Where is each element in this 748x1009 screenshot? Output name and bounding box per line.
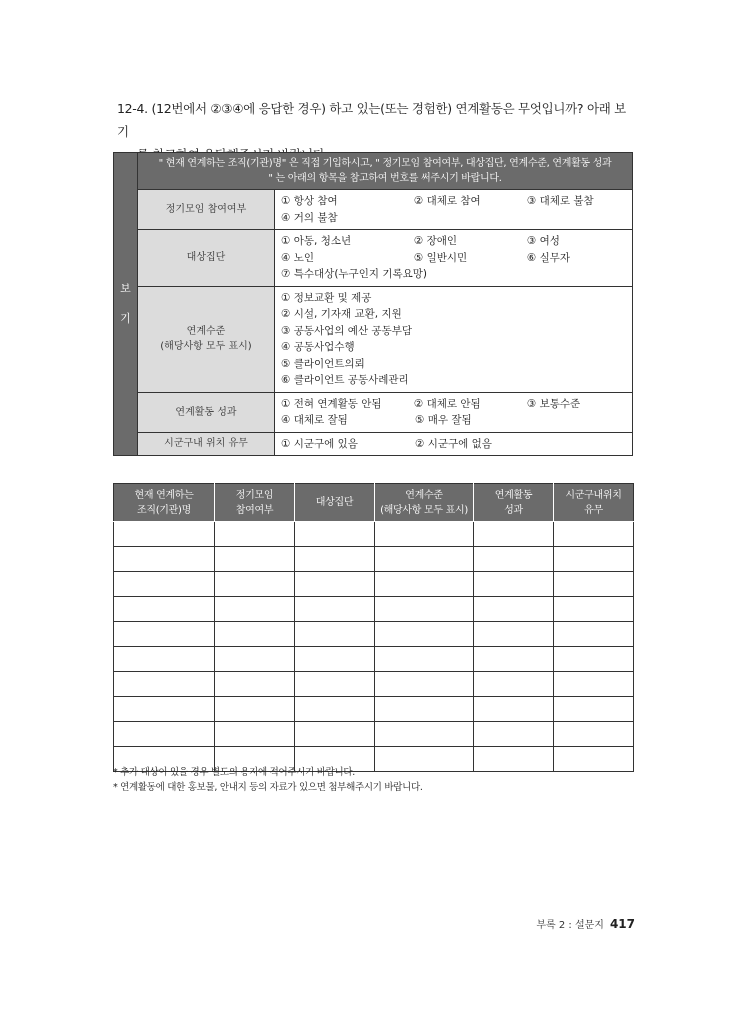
reference-side-label (114, 153, 138, 456)
answer-cell[interactable] (554, 747, 634, 772)
option: ③ 여성 (526, 235, 560, 247)
answer-cell[interactable] (114, 572, 215, 597)
option: ③ 대체로 불참 (526, 195, 594, 207)
reference-label: 시군구내 위치 유무 (138, 432, 275, 456)
reference-label (138, 286, 275, 392)
reference-label: 연계활동 성과 (138, 392, 275, 432)
reference-options (275, 230, 633, 287)
option: ③ 공동사업의 예산 공동부담 (281, 324, 412, 337)
answer-cell[interactable] (215, 547, 295, 572)
answer-cell[interactable] (215, 622, 295, 647)
reference-options (275, 392, 633, 432)
reference-box (113, 152, 633, 456)
answer-cell[interactable] (215, 672, 295, 697)
header-outcome (474, 484, 554, 522)
header-line: 연계활동 (494, 489, 533, 501)
option: ⑥ 클라이언트 공동사례관리 (281, 374, 409, 386)
reference-options (275, 190, 633, 230)
option: ④ 노인 (281, 251, 315, 264)
reference-header-line-1: " 현재 연계하는 조직(기관)명" 은 직접 기입하시고, " 정기모임 참여여부, 대상집단, 연계수준, 연계활동 성과 (158, 158, 612, 169)
answer-cell[interactable] (375, 547, 474, 572)
answer-cell[interactable] (474, 597, 554, 622)
answer-cell[interactable] (375, 697, 474, 722)
reference-row-level (114, 286, 633, 392)
answer-cell[interactable] (295, 647, 375, 672)
answer-cell[interactable] (114, 547, 215, 572)
answer-cell[interactable] (474, 722, 554, 747)
answer-cell[interactable] (375, 722, 474, 747)
answer-cell[interactable] (554, 572, 634, 597)
notes (113, 765, 423, 795)
option: ⑤ 매우 잘됨 (415, 414, 472, 426)
answer-cell[interactable] (554, 597, 634, 622)
answer-cell[interactable] (474, 572, 554, 597)
answer-cell[interactable] (474, 622, 554, 647)
answer-cell[interactable] (474, 697, 554, 722)
header-line: (해당사항 모두 표시) (380, 504, 468, 516)
answer-cell[interactable] (554, 547, 634, 572)
header-organization (114, 484, 215, 522)
side-char-2: 기 (120, 312, 131, 325)
answer-cell[interactable] (474, 547, 554, 572)
answer-cell[interactable] (215, 722, 295, 747)
answer-cell[interactable] (375, 622, 474, 647)
header-meeting (215, 484, 295, 522)
note-1: * 추가 대상이 있을 경우 별도의 용지에 적어주시기 바랍니다. (113, 767, 355, 778)
header-line: 성과 (504, 504, 523, 516)
answer-cell[interactable] (114, 522, 215, 547)
answer-cell[interactable] (114, 622, 215, 647)
question-line-1: 12-4. (12번에서 ②③④에 응답한 경우) 하고 있는(또는 경험한) 연계활동은 무엇입니까? 아래 보기 (117, 101, 626, 139)
option: ① 항상 참여 (281, 195, 338, 207)
header-line: 대상집단 (315, 497, 354, 508)
table-row (114, 647, 634, 672)
answer-cell[interactable] (295, 572, 375, 597)
answer-cell[interactable] (114, 722, 215, 747)
answer-cell[interactable] (295, 672, 375, 697)
table-row (114, 697, 634, 722)
option: ② 대체로 참여 (413, 195, 481, 207)
answer-cell[interactable] (474, 747, 554, 772)
table-row (114, 572, 634, 597)
answer-cell[interactable] (114, 672, 215, 697)
header-line: 정기모임 (235, 489, 274, 501)
option: ⑥ 실무자 (526, 251, 571, 264)
option: ④ 거의 불참 (281, 211, 338, 224)
reference-row-outcome (114, 392, 633, 432)
table-row (114, 672, 634, 697)
answer-cell[interactable] (375, 597, 474, 622)
answer-cell[interactable] (375, 672, 474, 697)
answer-cell[interactable] (295, 722, 375, 747)
answer-cell[interactable] (554, 722, 634, 747)
header-line: 조직(기관)명 (136, 504, 191, 516)
answer-cell[interactable] (114, 697, 215, 722)
header-line: 시군구내위치 (565, 489, 622, 501)
header-line: 연계수준 (405, 489, 443, 501)
answer-cell[interactable] (474, 647, 554, 672)
option: ② 장애인 (413, 235, 458, 247)
answer-cell[interactable] (215, 697, 295, 722)
option: ① 정보교환 및 제공 (281, 291, 372, 304)
option: ⑦ 특수대상(누구인지 기록요망) (281, 268, 427, 280)
answer-cell[interactable] (295, 597, 375, 622)
option: ① 시군구에 있음 (281, 437, 358, 450)
answer-cell[interactable] (215, 597, 295, 622)
reference-label: 정기모임 참여여부 (138, 190, 275, 230)
header-level (375, 484, 474, 522)
response-table (113, 483, 634, 772)
answer-cell[interactable] (474, 672, 554, 697)
answer-cell[interactable] (375, 522, 474, 547)
answer-cell[interactable] (114, 597, 215, 622)
page-footer (536, 916, 635, 931)
note-2: * 연계활동에 대한 홍보물, 안내지 등의 자료가 있으면 첨부해주시기 바랍니다. (113, 782, 423, 793)
answer-cell[interactable] (215, 647, 295, 672)
answer-cell[interactable] (295, 522, 375, 547)
table-row (114, 547, 634, 572)
side-char-1: 보 (120, 282, 131, 295)
answer-cell[interactable] (295, 697, 375, 722)
table-row (114, 722, 634, 747)
option: ⑤ 일반시민 (413, 251, 468, 264)
response-table-body (114, 522, 634, 772)
reference-options (275, 286, 633, 392)
header-location (554, 484, 634, 522)
header-line: 참여여부 (235, 504, 274, 516)
answer-cell[interactable] (554, 672, 634, 697)
answer-cell[interactable] (215, 522, 295, 547)
table-row (114, 597, 634, 622)
option: ⑤ 클라이언트의뢰 (281, 357, 365, 370)
header-target (295, 484, 375, 522)
reference-label: 대상집단 (138, 230, 275, 287)
answer-cell[interactable] (215, 572, 295, 597)
answer-cell[interactable] (554, 697, 634, 722)
reference-header (138, 153, 633, 190)
table-row (114, 622, 634, 647)
answer-cell[interactable] (554, 622, 634, 647)
reference-row-meeting (114, 190, 633, 230)
option: ② 대체로 안됨 (413, 397, 481, 410)
option: ② 시군구에 없음 (415, 437, 492, 450)
answer-cell[interactable] (375, 647, 474, 672)
header-line: 유무 (584, 504, 603, 516)
reference-row-location (114, 432, 633, 456)
option: ① 전혀 연계활동 안됨 (281, 397, 382, 410)
reference-label-line-2: (해당사항 모두 표시) (160, 341, 252, 352)
option: ④ 공동사업수행 (281, 341, 355, 353)
answer-cell[interactable] (474, 522, 554, 547)
reference-header-line-2: " 는 아래의 항목을 참고하여 번호를 써주시기 바랍니다. (268, 173, 502, 184)
table-row (114, 522, 634, 547)
option: ④ 대체로 잘됨 (281, 414, 348, 426)
footer-section: 부록 2 : 설문지 (536, 920, 604, 931)
header-line: 현재 연계하는 (134, 489, 194, 501)
answer-cell[interactable] (114, 647, 215, 672)
answer-cell[interactable] (375, 572, 474, 597)
reference-label-line-1: 연계수준 (186, 326, 226, 337)
option: ③ 보통수준 (526, 397, 581, 410)
reference-row-target (114, 230, 633, 287)
option: ① 아동, 청소년 (281, 235, 352, 247)
answer-cell[interactable] (554, 522, 634, 547)
page-number: 417 (609, 917, 635, 931)
answer-cell[interactable] (554, 647, 634, 672)
option: ② 시설, 기자재 교환, 지원 (281, 308, 402, 320)
reference-options (275, 432, 633, 456)
answer-cell[interactable] (295, 622, 375, 647)
answer-cell[interactable] (295, 547, 375, 572)
